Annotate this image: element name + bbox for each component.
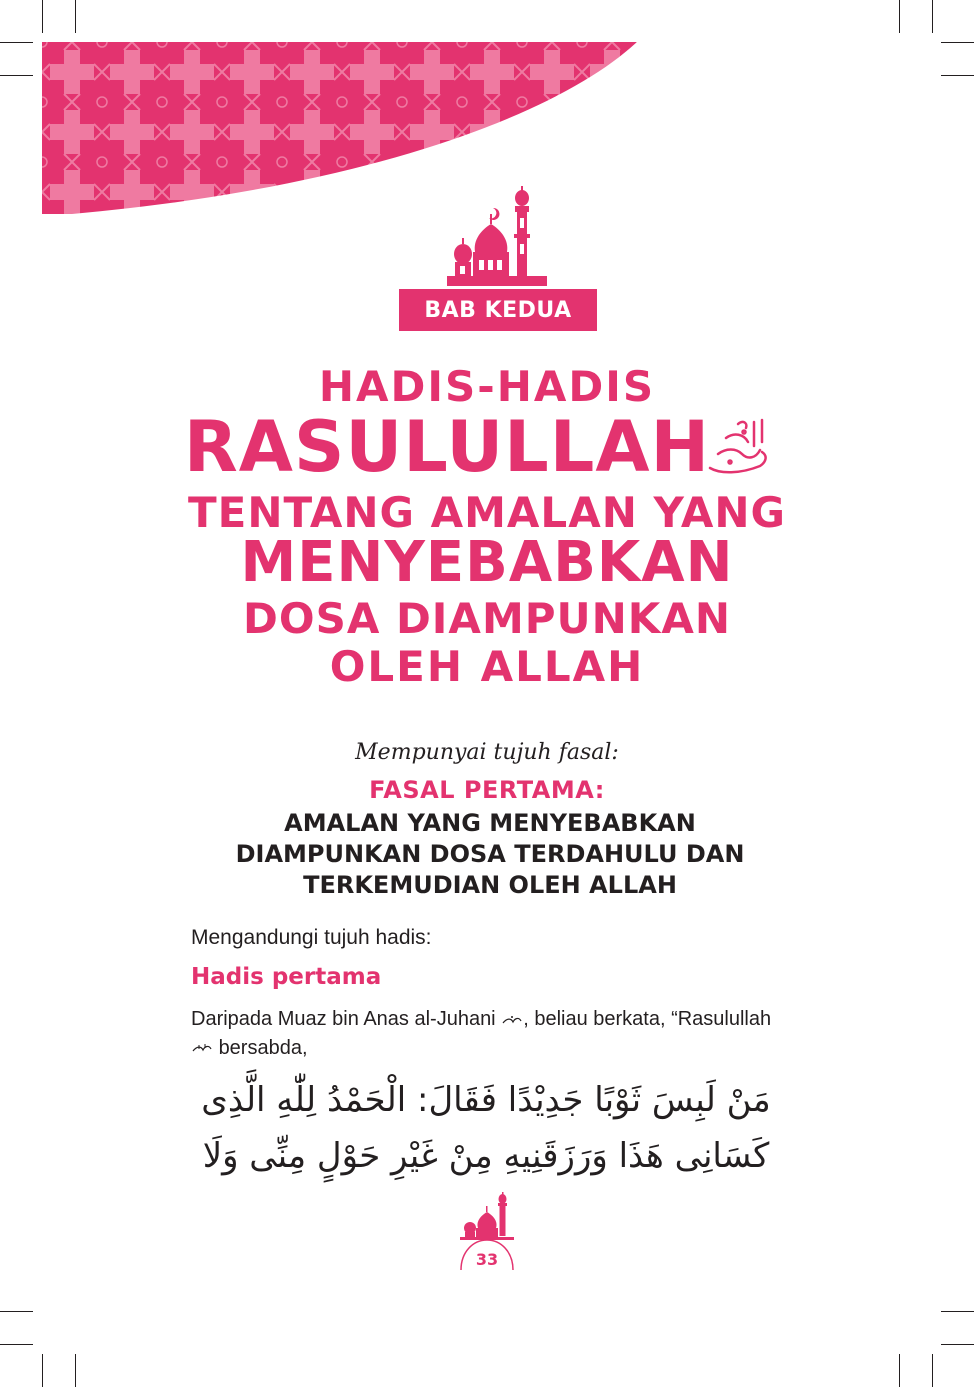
narration-part-3: bersabda, [218,1037,308,1059]
crop-mark [75,0,76,33]
crop-mark [0,75,33,76]
crop-mark [42,0,43,33]
title-line-1: HADIS-HADIS [318,362,656,411]
arabic-line-2: كَسَانِى هَذَا وَرَزَقَنِيهِ مِنْ غَيْرِ حَوْلٍ مِنِّى وَلَا [202,1136,770,1176]
salawat-calligraphy-icon [700,412,776,482]
hadis-narration [191,1005,791,1063]
intro-text: Mengandungi tujuh hadis: [191,926,432,949]
fasal-label: FASAL PERTAMA: [369,776,605,804]
crop-mark [75,1354,76,1387]
narration-part-1: Daripada Muaz bin Anas al-Juhani [191,1008,496,1030]
narration-part-2: , beliau berkata, “Rasulullah [523,1008,772,1030]
fasal-title: AMALAN YANG MENYEBABKAN DIAMPUNKAN DOSA TERDAHULU DAN TERKEMUDIAN OLEH ALLAH [235,809,745,899]
crop-mark [941,1344,974,1345]
title-line-5: DOSA DIAMPUNKAN [243,594,731,643]
crop-mark [932,0,933,33]
crop-mark [941,75,974,76]
radiallahu-anhu-icon [501,1014,523,1026]
subtitle: Mempunyai tujuh fasal: [355,740,619,765]
crop-mark [899,1354,900,1387]
title-line-6: OLEH ALLAH [329,642,645,691]
crop-mark [0,1344,33,1345]
crop-mark [42,1354,43,1387]
chapter-label: BAB KEDUA [399,289,597,331]
crop-mark [899,0,900,33]
crop-mark [932,1354,933,1387]
crop-mark [941,1311,974,1312]
crop-mark [0,42,33,43]
title-line-2: RASULULLAH [183,406,711,488]
arabic-line-1: مَنْ لَبِسَ ثَوْبًا جَدِيْدًا فَقَالَ: الْحَمْدُ لِلّٰهِ الَّذِى [201,1080,771,1120]
crop-mark [941,42,974,43]
title-line-3: TENTANG AMALAN YANG [188,488,786,537]
mosque-icon [445,180,551,288]
hadis-heading: Hadis pertama [191,964,382,990]
sallallahu-icon [191,1043,213,1055]
pattern-banner [42,42,642,217]
title-line-4: MENYEBABKAN [240,530,734,595]
crop-mark [0,1311,33,1312]
page-number: 33 [475,1250,499,1269]
